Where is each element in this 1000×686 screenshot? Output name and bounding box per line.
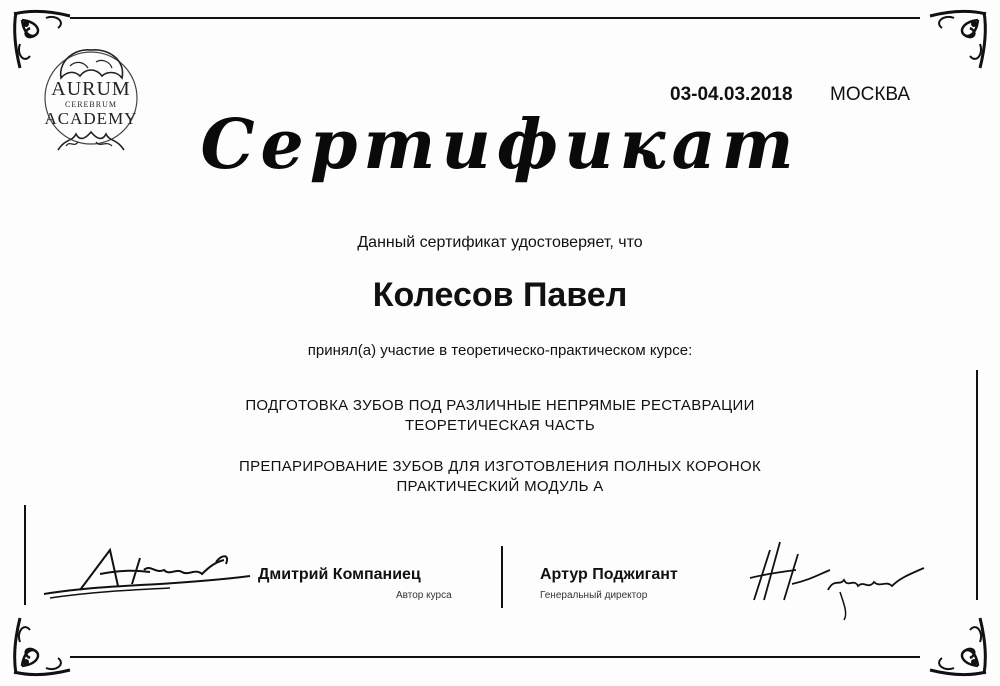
certificate-title: Сертификат (200, 105, 800, 185)
course-line: ПОДГОТОВКА ЗУБОВ ПОД РАЗЛИЧНЫЕ НЕПРЯМЫЕ РЕСТАВРАЦИИ (245, 397, 755, 414)
recipient-name: Колесов Павел (372, 276, 628, 314)
signatory-name-director: Артур Поджигант (540, 566, 678, 583)
frame-top-line (70, 17, 920, 19)
logo-text-academy: ACADEMY (44, 109, 138, 128)
signature-divider (501, 546, 503, 608)
frame-left-bottom-line (24, 505, 26, 605)
corner-ornament-top-right (912, 6, 992, 86)
course-line: ПРЕПАРИРОВАНИЕ ЗУБОВ ДЛЯ ИЗГОТОВЛЕНИЯ ПОЛНЫХ КОРОНОК (238, 458, 761, 475)
event-city: МОСКВА (830, 84, 911, 105)
certifies-text: Данный сертификат удостоверяет, что (357, 234, 643, 251)
course-line: ТЕОРЕТИЧЕСКАЯ ЧАСТЬ (404, 417, 596, 434)
signatory-role-author: Автор курса (396, 590, 452, 601)
signature-author (40, 540, 260, 610)
signatory-role-director: Генеральный директор (540, 590, 648, 601)
corner-ornament-bottom-left (8, 600, 88, 680)
logo-text-aurum: AURUM (51, 78, 131, 100)
logo-text-cerebrum: CEREBRUM (64, 100, 117, 109)
course-line: ПРАКТИЧЕСКИЙ МОДУЛЬ А (396, 478, 604, 495)
event-date: 03-04.03.2018 (670, 84, 793, 105)
participation-text: принял(а) участие в теоретическо-практическом курсе: (307, 342, 693, 359)
frame-bottom-line (70, 656, 920, 658)
signatory-name-author: Дмитрий Компаниец (258, 566, 421, 583)
signature-director (740, 530, 930, 625)
